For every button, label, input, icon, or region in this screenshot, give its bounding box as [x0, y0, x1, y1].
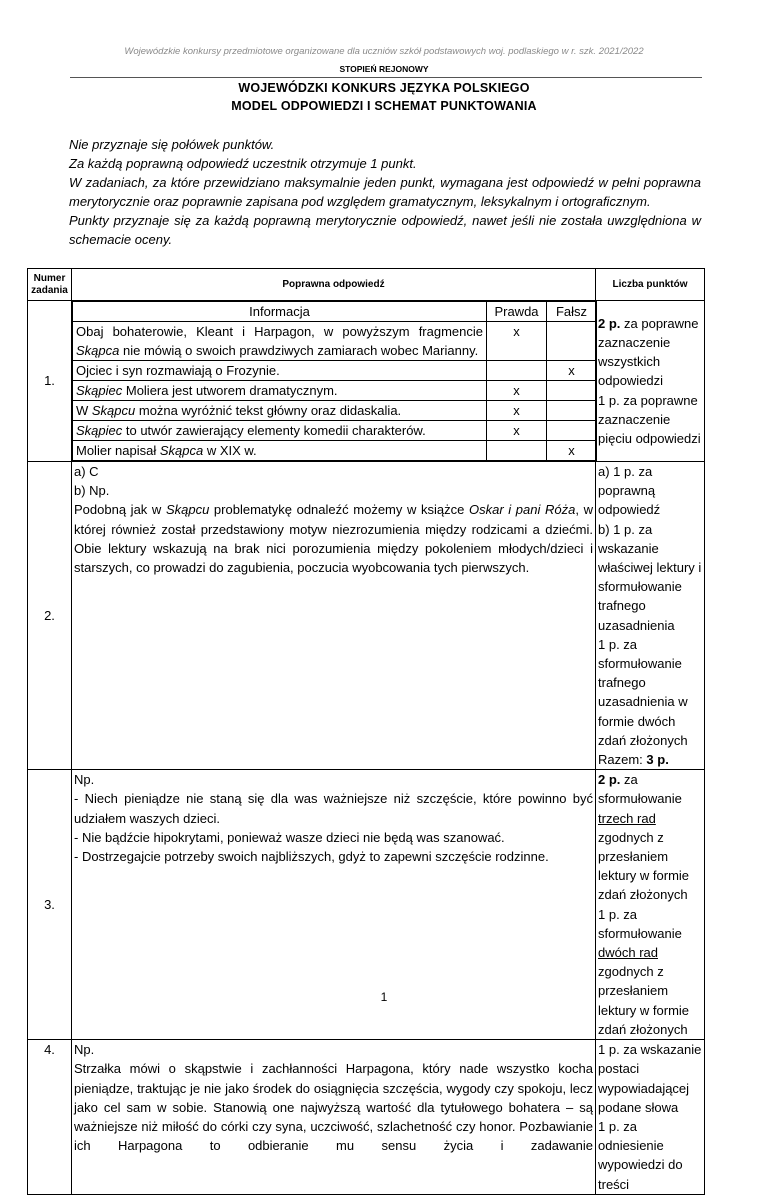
tf-statement: Skąpiec Moliera jest utworem dramatycznym. — [73, 381, 487, 401]
tf-false-mark — [547, 401, 597, 421]
tf-false-mark — [547, 322, 597, 361]
tf-statement: Molier napisał Skąpca w XIX w. — [73, 441, 487, 461]
tf-header-true: Prawda — [487, 302, 547, 322]
task-number: 2. — [28, 462, 72, 770]
stage-label: STOPIEŃ REJONOWY — [339, 64, 429, 74]
task-2-row — [28, 462, 705, 770]
tf-true-mark: x — [487, 421, 547, 441]
tf-row — [73, 441, 597, 461]
header-points: Liczba punktów — [596, 269, 705, 301]
rule-2: Za każdą poprawną odpowiedź uczestnik otrzymuje 1 punkt. — [69, 156, 417, 171]
tf-statement: W Skąpcu można wyróżnić tekst główny oraz didaskalia. — [73, 401, 487, 421]
tf-false-mark — [547, 421, 597, 441]
tf-row — [73, 381, 597, 401]
tf-row — [73, 361, 597, 381]
rule-3: W zadaniach, za które przewidziano maksymalnie jeden punkt, wymagana jest odpowiedź w pełni poprawna merytorycznie oraz poprawnie zapisana pod względem gramatycznym, leksykalnym i ortograficznym. — [69, 175, 701, 209]
task-1-answer — [72, 301, 596, 462]
task-number: 3. — [28, 770, 72, 1040]
true-false-table — [72, 301, 597, 461]
tf-row — [73, 421, 597, 441]
task-2-answer: a) C b) Np. Podobną jak w Skąpcu problematykę odnaleźć możemy w książce Oskar i pani Róża, w której również został przedstawiony motyw niezrozumienia między rodzicami a dziećmi. Obie lektury wskazują na brak nici porozumienia między pokoleniem młodych/dzieci i starszych, co prowadzi do zagubienia, poczucia wyobcowania tych pierwszych. — [72, 462, 596, 770]
tf-row — [73, 322, 597, 361]
page-number: 1 — [380, 990, 388, 1004]
intro-rules — [69, 135, 701, 249]
task-4-points: 1 p. za wskazanie postaci wypowiadającej podane słowa 1 p. za odniesienie wypowiedzi do treści — [596, 1040, 705, 1195]
task-1-points: 2 p. za poprawne zaznaczenie wszystkich odpowiedzi 1 p. za poprawne zaznaczenie pięciu odpowiedzi — [596, 301, 705, 462]
tf-true-mark: x — [487, 322, 547, 361]
tf-true-mark: x — [487, 381, 547, 401]
tf-header-info: Informacja — [73, 302, 487, 322]
competition-note: Wojewódzkie konkursy przedmiotowe organizowane dla uczniów szkół podstawowych woj. podlaskiego w r. szk. 2021/2022 — [124, 46, 644, 57]
task-number: 4. — [28, 1040, 72, 1195]
header-correct-answer: Poprawna odpowiedź — [72, 269, 596, 301]
task-1-row — [28, 301, 705, 462]
rule-4: Punkty przyznaje się za każdą poprawną merytorycznie odpowiedź, nawet jeśli nie została uwzględniona w schemacie oceny. — [69, 213, 701, 247]
header-divider — [70, 77, 702, 78]
tf-true-mark — [487, 441, 547, 461]
tf-false-mark: x — [547, 361, 597, 381]
tf-header-false: Fałsz — [547, 302, 597, 322]
rule-1: Nie przyznaje się połówek punktów. — [69, 137, 275, 152]
task-3-answer: Np. - Niech pieniądze nie staną się dla was ważniejsze niż szczęście, które powinno być udziałem waszych dzieci. - Nie bądźcie hipokrytami, ponieważ wasze dzieci nie będą was szanować. - Dostrzegajcie potrzeby swoich najbliższych, gdyż to zapewni szczęście rodzinne. — [72, 770, 596, 1040]
answer-table — [27, 268, 705, 1195]
task-2-points: a) 1 p. za poprawną odpowiedź b) 1 p. za wskazanie właściwej lektury i sformułowanie trafnego uzasadnienia 1 p. za sformułowanie trafnego uzasadnienia w formie dwóch zdań złożonych Razem: 3 p. — [596, 462, 705, 770]
task-number: 1. — [28, 301, 72, 462]
tf-true-mark: x — [487, 401, 547, 421]
header-task-number: Numer zadania — [28, 269, 72, 301]
tf-false-mark: x — [547, 441, 597, 461]
task-4-answer: Np. Strzałka mówi o skąpstwie i zachłanności Harpagona, który nade wszystko kocha pieniądze, traktując je nie jako środek do osiągnięcia szczęścia, wygody czy spokoju, lecz jako cel sam w sobie. Stanowią one najwyższą wartość dla tytułowego bohatera – są ważniejsze niż miłość do córki czy syna, uczciwość, szlachetność czy honor. Pozbawianie ich Harpagona to odbieranie mu sensu życia i zadawanie — [72, 1040, 596, 1195]
tf-true-mark — [487, 361, 547, 381]
tf-statement: Ojciec i syn rozmawiają o Frozynie. — [73, 361, 487, 381]
document-title: WOJEWÓDZKI KONKURS JĘZYKA POLSKIEGO — [238, 81, 530, 95]
tf-statement: Skąpiec to utwór zawierający elementy komedii charakterów. — [73, 421, 487, 441]
tf-statement: Obaj bohaterowie, Kleant i Harpagon, w powyższym fragmencie Skąpca nie mówią o swoich prawdziwych zamiarach wobec Marianny. — [73, 322, 487, 361]
task-4-row — [28, 1040, 705, 1195]
tf-false-mark — [547, 381, 597, 401]
task-3-points: 2 p. za sformułowanie trzech rad zgodnych z przesłaniem lektury w formie zdań złożonych 1 p. za sformułowanie dwóch rad zgodnych z przesłaniem lektury w formie zdań złożonych — [596, 770, 705, 1040]
tf-row — [73, 401, 597, 421]
document-subtitle: MODEL ODPOWIEDZI I SCHEMAT PUNKTOWANIA — [231, 99, 537, 113]
